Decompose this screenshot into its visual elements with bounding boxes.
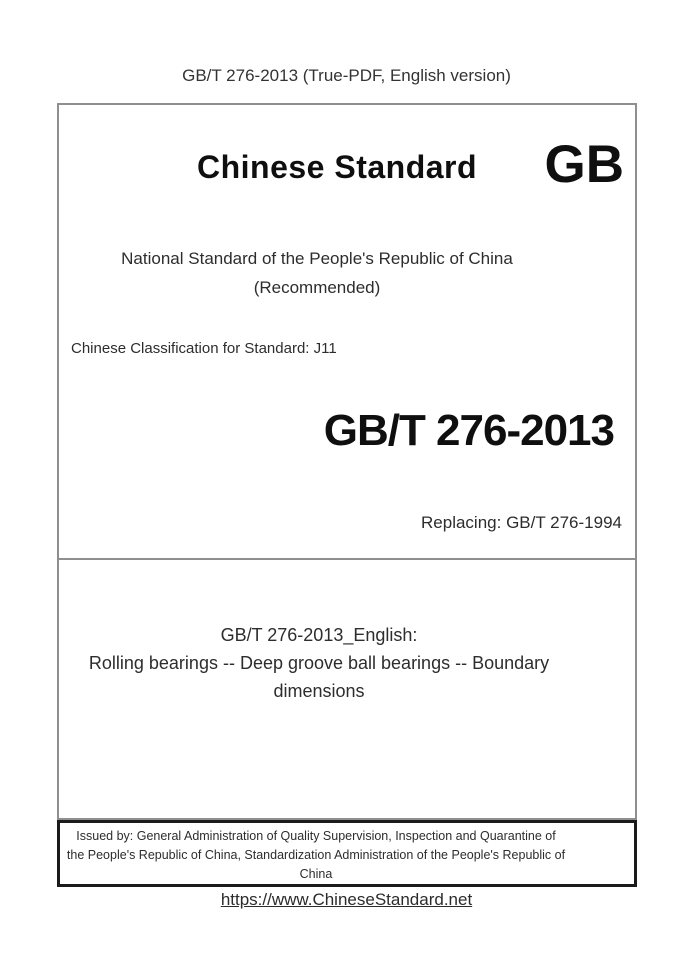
national-standard-line: National Standard of the People's Republic of China: [121, 249, 513, 268]
page-footer: [0, 888, 693, 912]
issued-by-line1: Issued by: General Administration of Quality Supervision, Inspection and Quarantine of: [76, 829, 556, 843]
replacing-line: Replacing: GB/T 276-1994: [421, 513, 622, 532]
classification-line: Chinese Classification for Standard: J11: [71, 340, 337, 357]
english-title-block: [59, 621, 635, 705]
gb-logo: GB: [544, 135, 624, 194]
brand-title: Chinese Standard: [196, 149, 478, 185]
issued-by-line3: China: [299, 867, 333, 881]
cover-box: [57, 103, 637, 820]
standard-number: GB/T 276-2013: [323, 406, 614, 455]
page-header: GB/T 276-2013 (True-PDF, English version): [182, 66, 511, 85]
english-title-line2: Rolling bearings -- Deep groove ball bearings -- Boundary: [88, 653, 550, 673]
english-title-line3: dimensions: [273, 681, 365, 701]
issued-by-line2: the People's Republic of China, Standardization Administration of the People's Republic of: [66, 848, 566, 862]
issued-by-box: [57, 820, 637, 887]
recommended-line: (Recommended): [253, 278, 381, 297]
english-title-line1: GB/T 276-2013_English:: [220, 625, 418, 645]
issued-by-text: [60, 823, 634, 884]
footer-link[interactable]: https://www.ChineseStandard.net: [220, 890, 473, 909]
section-divider: [59, 558, 635, 560]
